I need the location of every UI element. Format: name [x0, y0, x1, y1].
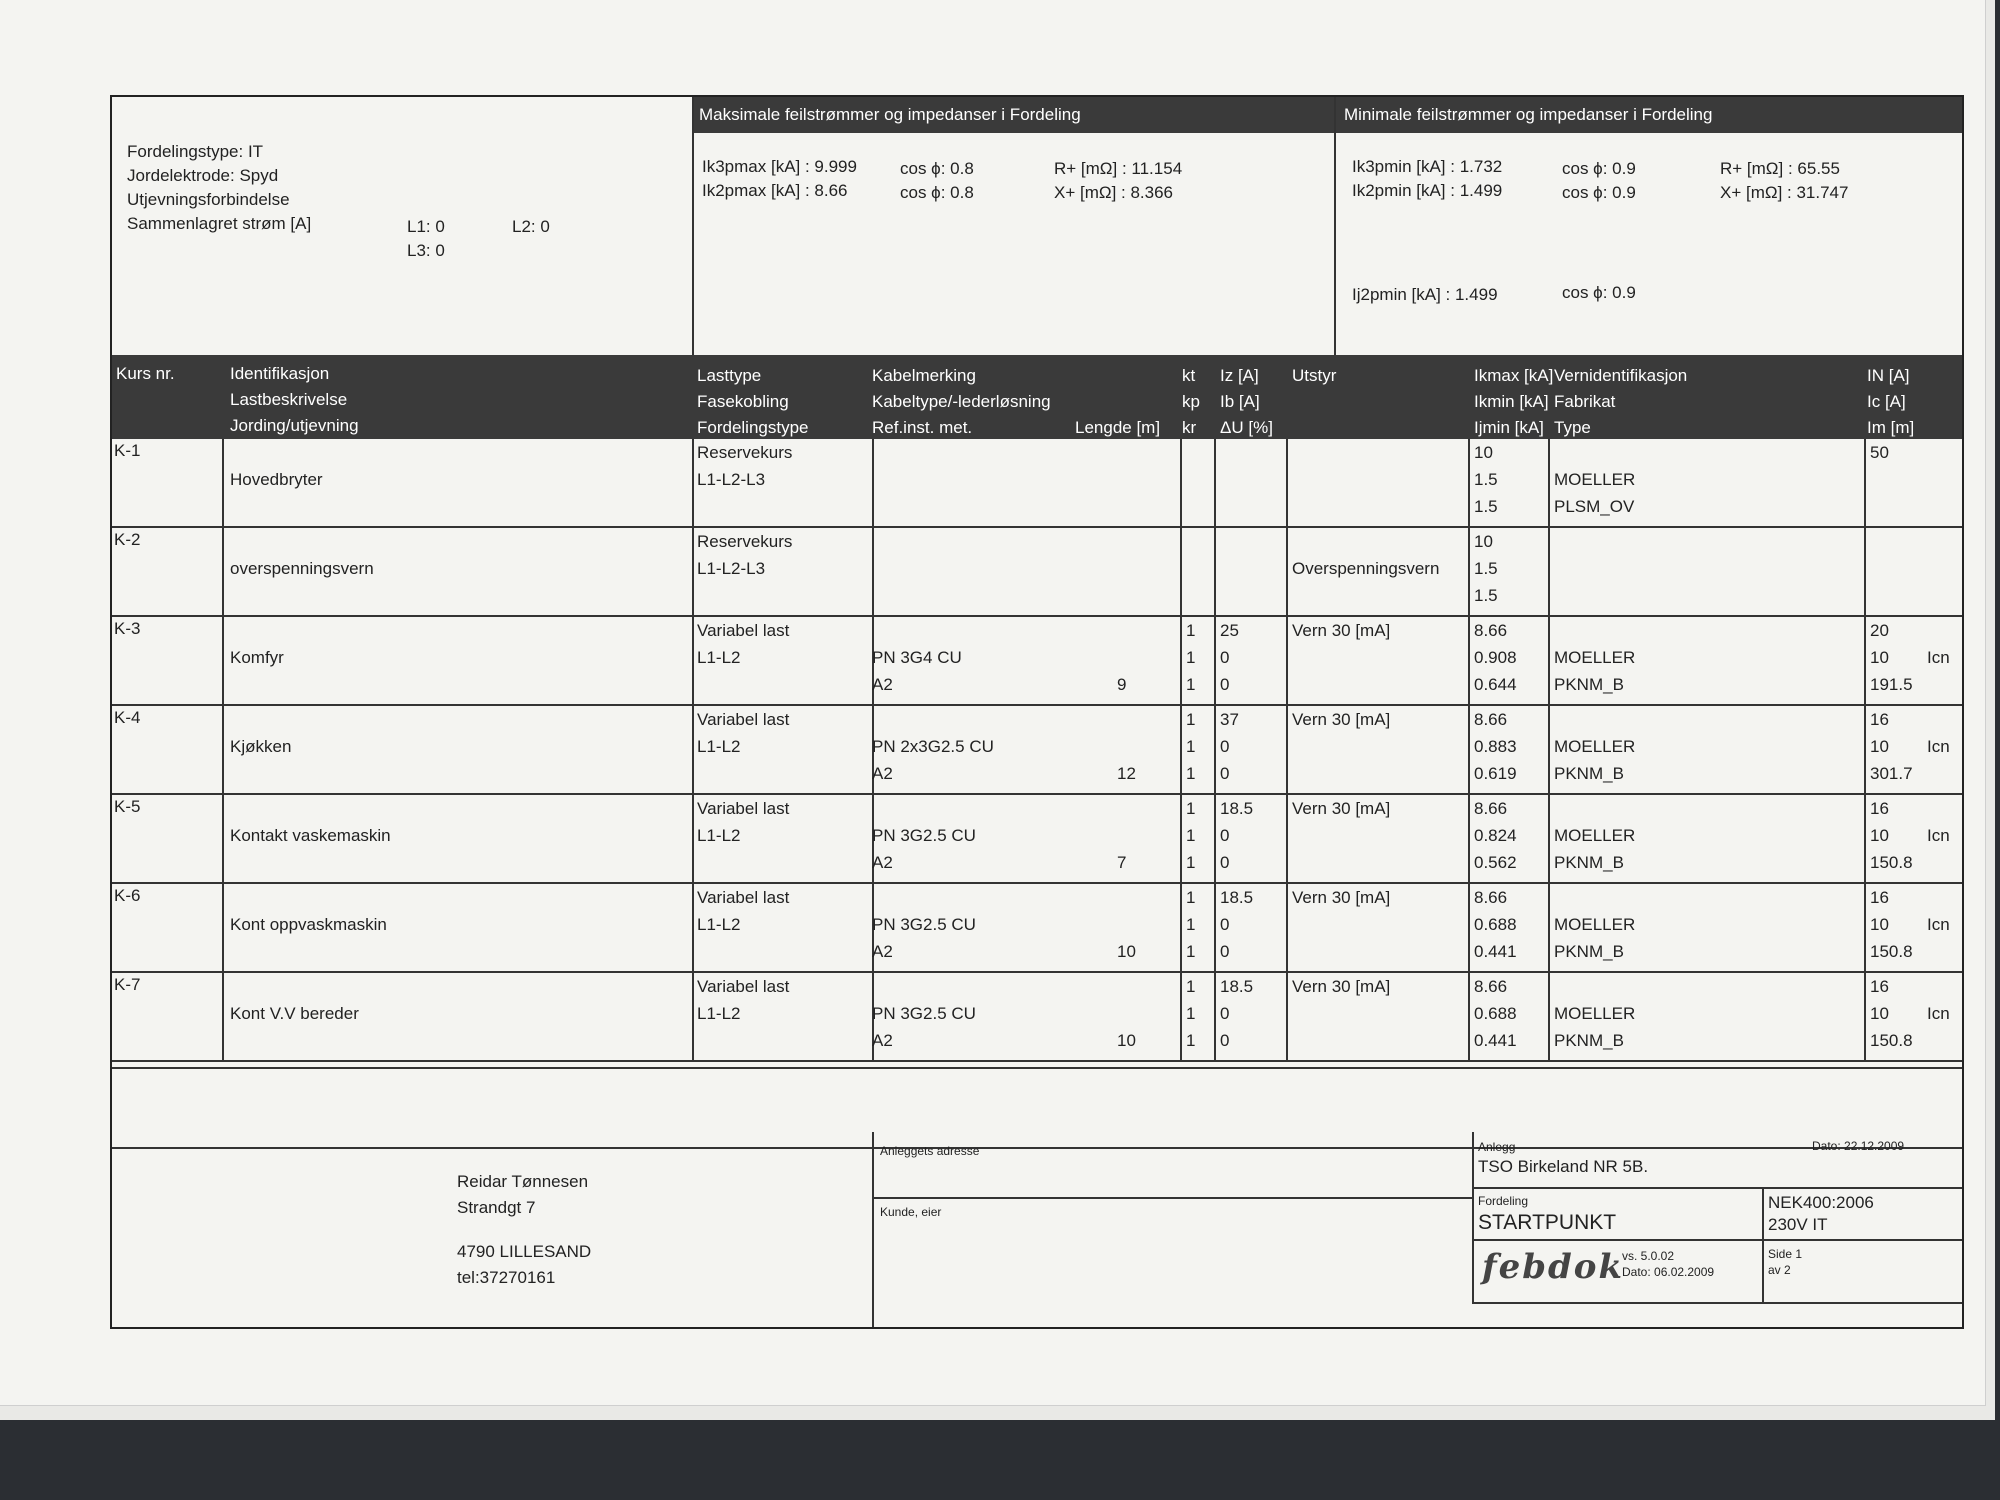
column-divider [1548, 528, 1550, 617]
l1-value: L1: 0 [407, 217, 445, 236]
cell-kurs: K-4 [114, 708, 141, 727]
page-number: Side 1 [1768, 1247, 1803, 1261]
column-divider [1286, 439, 1288, 528]
ik3pmin: Ik3pmin [kA] : 1.732 [1352, 157, 1503, 176]
col-utstyr: Utstyr [1292, 366, 1337, 385]
col-lasttype: Lasttype Fasekobling Fordelingstype [697, 366, 809, 437]
max-x: X+ [mΩ] : 8.366 [1054, 183, 1174, 202]
cell-kabel: PN 3G2.5 CU A2 [872, 915, 976, 961]
cell-ident: Kontakt vaskemaskin [230, 826, 391, 845]
divider [1472, 1239, 1962, 1241]
cell-kurs: K-1 [114, 441, 141, 460]
cell-vern: MOELLER PKNM_B [1554, 648, 1636, 694]
anlegg-label: Anlegg [1478, 1140, 1516, 1154]
cell-iz: 18.5 0 0 [1220, 977, 1254, 1050]
min-panel-title: Minimale feilstrømmer og impedanser i Fordeling [1344, 105, 1713, 124]
cell-last: Reservekurs L1-L2-L3 [697, 443, 793, 489]
table-body [112, 439, 1962, 1067]
column-divider [1864, 706, 1866, 795]
column-divider [692, 439, 694, 528]
column-divider [1864, 973, 1866, 1062]
cell-vern: MOELLER PKNM_B [1554, 826, 1636, 872]
column-divider [1180, 439, 1182, 528]
cell-utstyr: Vern 30 [mA] [1292, 888, 1391, 907]
column-divider [1286, 795, 1288, 884]
cell-last: Variabel last L1-L2 [697, 888, 790, 934]
owner-street: Strandgt 7 [457, 1198, 536, 1217]
column-divider [1864, 439, 1866, 528]
cell-in: 50 [1870, 443, 1889, 462]
max-cos-1: cos ϕ: 0.8 [900, 159, 974, 178]
cell-in: 16 10 150.8 [1870, 977, 1913, 1050]
min-cos-2: cos ϕ: 0.9 [1562, 183, 1636, 202]
column-divider [692, 973, 694, 1062]
cell-ident: Hovedbryter [230, 470, 323, 489]
cell-icn: Icn [1927, 737, 1950, 756]
column-divider [1214, 884, 1216, 973]
cell-lengde: 10 [1117, 1031, 1136, 1050]
min-r: R+ [mΩ] : 65.55 [1720, 159, 1840, 178]
cell-last: Variabel last L1-L2 [697, 977, 790, 1023]
divider [112, 1147, 1962, 1149]
column-divider [1214, 617, 1216, 706]
column-divider [1468, 795, 1470, 884]
min-cos-3: cos ϕ: 0.9 [1562, 283, 1636, 302]
cell-last: Reservekurs L1-L2-L3 [697, 532, 793, 578]
column-divider [692, 884, 694, 973]
max-panel-header [694, 97, 1334, 133]
max-r: R+ [mΩ] : 11.154 [1054, 159, 1183, 178]
cell-k: 1 1 1 [1186, 799, 1196, 872]
column-divider [1548, 795, 1550, 884]
table-row [112, 528, 1962, 617]
cell-kurs: K-3 [114, 619, 141, 638]
cell-icn: Icn [1927, 915, 1950, 934]
divider [1472, 1187, 1962, 1189]
column-divider [692, 706, 694, 795]
max-cos-2: cos ϕ: 0.8 [900, 183, 974, 202]
l2-value: L2: 0 [512, 217, 550, 236]
cell-ik: 8.66 0.824 0.562 [1474, 799, 1517, 872]
cell-iz: 18.5 0 0 [1220, 799, 1254, 872]
owner-name: Reidar Tønnesen [457, 1172, 589, 1191]
version: vs. 5.0.02 [1622, 1249, 1675, 1263]
column-divider [1214, 439, 1216, 528]
cell-k: 1 1 1 [1186, 621, 1196, 694]
divider [1762, 1187, 1764, 1302]
column-divider [1286, 528, 1288, 617]
column-divider [1548, 973, 1550, 1062]
cell-lengde: 12 [1117, 764, 1136, 783]
column-divider [1468, 973, 1470, 1062]
column-divider [222, 706, 224, 795]
min-x: X+ [mΩ] : 31.747 [1720, 183, 1849, 202]
column-divider [1286, 884, 1288, 973]
ij2pmin: Ij2pmin [kA] : 1.499 [1352, 285, 1498, 304]
cell-lengde: 9 [1117, 675, 1127, 694]
max-panel-title: Maksimale feilstrømmer og impedanser i Fordeling [699, 105, 1081, 124]
cell-in: 16 10 150.8 [1870, 888, 1913, 961]
column-divider [872, 439, 874, 528]
column-divider [1214, 528, 1216, 617]
column-divider [222, 617, 224, 706]
column-divider [1180, 973, 1182, 1062]
fordelingstype: Fordelingstype: IT [127, 142, 264, 161]
fordeling-label: Fordeling [1478, 1194, 1529, 1208]
cell-in: 20 10 191.5 [1870, 621, 1913, 694]
column-divider [222, 973, 224, 1062]
column-divider [1286, 973, 1288, 1062]
cell-ik: 8.66 0.688 0.441 [1474, 888, 1517, 961]
column-divider [1468, 884, 1470, 973]
version-date: Dato: 06.02.2009 [1622, 1265, 1715, 1279]
nek-standard: NEK400:2006 [1768, 1193, 1874, 1212]
cell-last: Variabel last L1-L2 [697, 799, 790, 845]
cell-iz: 37 0 0 [1220, 710, 1239, 783]
cell-ik: 10 1.5 1.5 [1474, 443, 1498, 516]
cell-kabel: PN 3G2.5 CU A2 [872, 1004, 976, 1050]
col-kurs: Kurs nr. [116, 364, 175, 383]
column-divider [872, 528, 874, 617]
column-divider [1180, 617, 1182, 706]
cell-ik: 8.66 0.688 0.441 [1474, 977, 1517, 1050]
column-divider [1286, 706, 1288, 795]
cell-ident: Komfyr [230, 648, 284, 667]
cell-kabel: PN 3G4 CU A2 [872, 648, 962, 694]
column-divider [692, 617, 694, 706]
cell-kabel: PN 2x3G2.5 CU A2 [872, 737, 994, 783]
fordeling-form [110, 95, 1964, 1329]
column-divider [1864, 617, 1866, 706]
column-divider [1864, 884, 1866, 973]
column-divider [1468, 706, 1470, 795]
cell-icn: Icn [1927, 826, 1950, 845]
ik2pmax: Ik2pmax [kA] : 8.66 [702, 181, 848, 200]
cell-iz: 25 0 0 [1220, 621, 1239, 694]
owner-city: 4790 LILLESAND [457, 1242, 592, 1261]
table-row [112, 617, 1962, 706]
cell-vern: MOELLER PLSM_OV [1554, 470, 1636, 516]
l3-value: L3: 0 [407, 241, 445, 260]
cell-lengde: 7 [1117, 853, 1127, 872]
column-divider [222, 528, 224, 617]
cell-utstyr: Vern 30 [mA] [1292, 977, 1391, 996]
column-divider [692, 795, 694, 884]
column-divider [1548, 706, 1550, 795]
cell-kabel: PN 3G2.5 CU A2 [872, 826, 976, 872]
col-kabelmerking: Kabelmerking Kabeltype/-lederløsning Ref.inst. met. [872, 366, 1051, 437]
anlegg-value: TSO Birkeland NR 5B. [1478, 1157, 1649, 1176]
column-divider [1286, 617, 1288, 706]
cell-ik: 8.66 0.908 0.644 [1474, 621, 1517, 694]
cell-last: Variabel last L1-L2 [697, 710, 790, 756]
cell-icn: Icn [1927, 648, 1950, 667]
cell-last: Variabel last L1-L2 [697, 621, 790, 667]
cell-ident: Kont oppvaskmaskin [230, 915, 387, 934]
voltage: 230V IT [1768, 1215, 1828, 1234]
cell-utstyr: Overspenningsvern [1292, 559, 1440, 578]
cell-ident: overspenningsvern [230, 559, 374, 578]
col-identifikasjon: Identifikasjon Lastbeskrivelse Jording/utjevning [230, 364, 359, 435]
table-row [112, 973, 1962, 1062]
febdok-logo: febdok [1482, 1247, 1625, 1287]
owner-tel: tel:37270161 [457, 1268, 556, 1287]
cell-kurs: K-5 [114, 797, 141, 816]
fordeling-value: STARTPUNKT [1478, 1211, 1617, 1234]
cell-k: 1 1 1 [1186, 888, 1196, 961]
column-divider [1548, 439, 1550, 528]
sammenlagret-strom: Sammenlagret strøm [A] [127, 214, 312, 233]
column-divider [1864, 528, 1866, 617]
ik3pmax: Ik3pmax [kA] : 9.999 [702, 157, 857, 176]
column-divider [1180, 528, 1182, 617]
divider [112, 1067, 1962, 1069]
jordelektrode: Jordelektrode: Spyd [127, 166, 279, 185]
cell-in: 16 10 150.8 [1870, 799, 1913, 872]
divider [1472, 1132, 1474, 1302]
cell-lengde: 10 [1117, 942, 1136, 961]
cell-kurs: K-7 [114, 975, 141, 994]
column-divider [1180, 884, 1182, 973]
cell-vern: MOELLER PKNM_B [1554, 737, 1636, 783]
page-total: av 2 [1768, 1263, 1791, 1277]
column-divider [1180, 795, 1182, 884]
column-divider [1548, 617, 1550, 706]
divider [1472, 1302, 1962, 1304]
column-divider [1468, 439, 1470, 528]
min-cos-1: cos ϕ: 0.9 [1562, 159, 1636, 178]
ik2pmin: Ik2pmin [kA] : 1.499 [1352, 181, 1503, 200]
column-divider [1468, 617, 1470, 706]
table-row [112, 795, 1962, 884]
cell-kurs: K-6 [114, 886, 141, 905]
utjevningsforbindelse: Utjevningsforbindelse [127, 190, 290, 209]
cell-kurs: K-2 [114, 530, 141, 549]
column-divider [1214, 795, 1216, 884]
col-ik: Ikmax [kA] Ikmin [kA] Ijmin [kA] [1474, 366, 1554, 437]
kunde-label: Kunde, eier [880, 1205, 942, 1219]
cell-utstyr: Vern 30 [mA] [1292, 710, 1391, 729]
column-divider [1180, 706, 1182, 795]
cell-ik: 10 1.5 1.5 [1474, 532, 1498, 605]
table-row [112, 706, 1962, 795]
column-divider [1468, 528, 1470, 617]
cell-vern: MOELLER PKNM_B [1554, 1004, 1636, 1050]
dato: Dato: 22.12.2009 [1812, 1139, 1905, 1153]
col-lengde: Lengde [m] [1075, 418, 1161, 437]
cell-in: 16 10 301.7 [1870, 710, 1913, 783]
cell-iz: 18.5 0 0 [1220, 888, 1254, 961]
col-iz-ib-du: Iz [A] Ib [A] ΔU [%] [1220, 366, 1273, 437]
cell-utstyr: Vern 30 [mA] [1292, 621, 1391, 640]
col-in-ic-im: IN [A] Ic [A] Im [m] [1867, 366, 1915, 437]
min-panel-header [1336, 97, 1962, 133]
anleggets-adresse-label: Anleggets adresse [880, 1144, 980, 1158]
table-row [112, 884, 1962, 973]
col-k-factors: kt kp kr [1182, 366, 1200, 437]
column-divider [222, 439, 224, 528]
table-header [112, 355, 1962, 439]
divider [872, 1197, 1472, 1199]
divider [872, 1132, 874, 1327]
cell-ik: 8.66 0.883 0.619 [1474, 710, 1517, 783]
cell-vern: MOELLER PKNM_B [1554, 915, 1636, 961]
column-divider [1214, 973, 1216, 1062]
cell-k: 1 1 1 [1186, 977, 1196, 1050]
column-divider [1214, 706, 1216, 795]
cell-ident: Kont V.V bereder [230, 1004, 359, 1023]
cell-k: 1 1 1 [1186, 710, 1196, 783]
cell-icn: Icn [1927, 1004, 1950, 1023]
cell-utstyr: Vern 30 [mA] [1292, 799, 1391, 818]
cell-ident: Kjøkken [230, 737, 292, 756]
column-divider [222, 884, 224, 973]
column-divider [692, 528, 694, 617]
column-divider [1864, 795, 1866, 884]
column-divider [1548, 884, 1550, 973]
column-divider [222, 795, 224, 884]
col-vernidentifikasjon: Vernidentifikasjon Fabrikat Type [1554, 366, 1688, 437]
table-row [112, 439, 1962, 528]
